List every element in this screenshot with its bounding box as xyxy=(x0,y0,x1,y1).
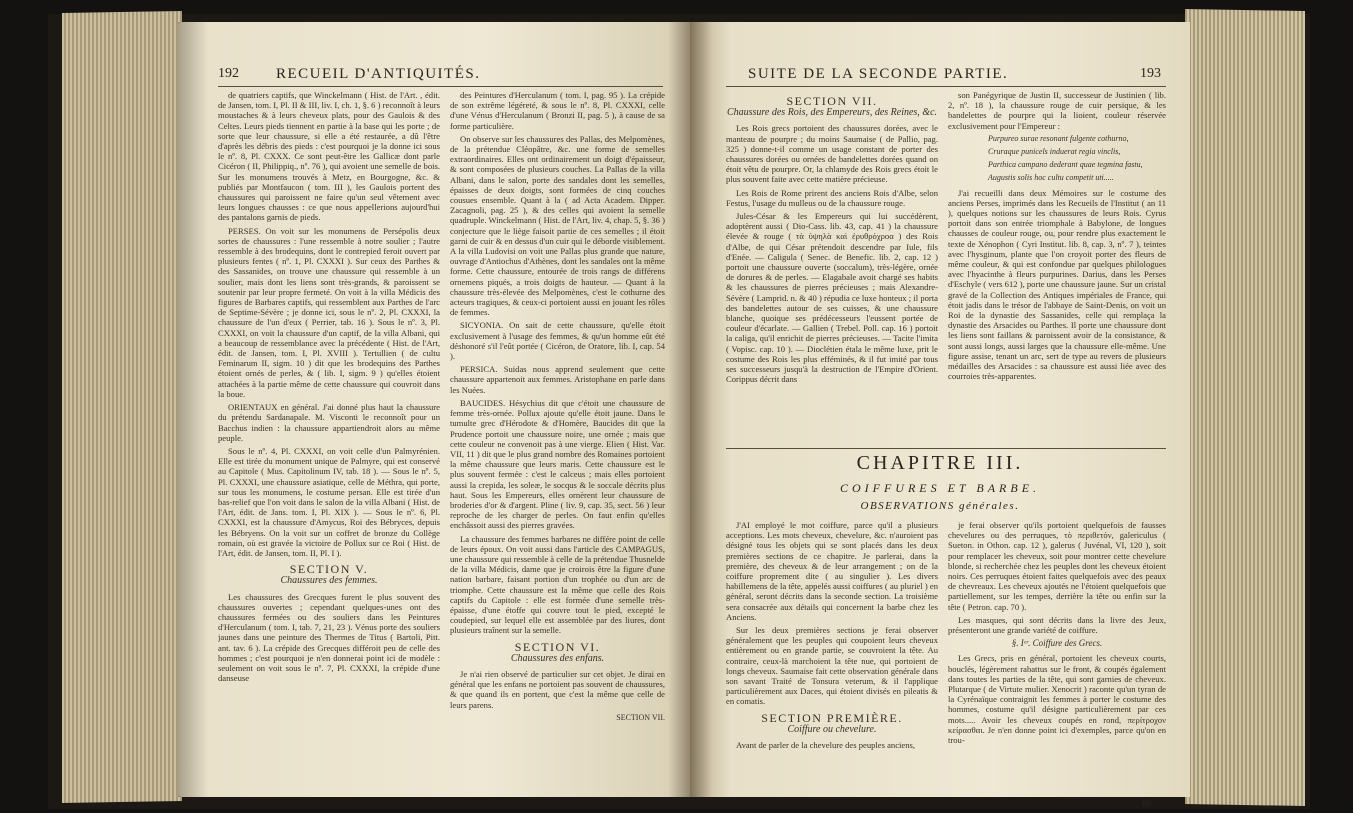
verse-line-4: Augustis solis hoc cultu competit uti..... xyxy=(988,173,1114,183)
left-col1-para-5: Les chaussures des Grecques furent le plus souvent des chaussures ouvertes ; cependant quelques-unes ont des chaussures fermées ou des souliers dans les Peintures d'Herculanum ( tom. I, tab. 7, 21, 23 ). Vénus porte des souliers jaunes dans une peinture des Thermes de Titus ( Bartoli, Pitt. ant. tav. 6 ). La crépide des Grecques différoit peu de celle des hommes ; c'est pourquoi je n'en donnerai point ici de modèle : seulement on voit sous le nº. 7, Pl. CXXXI, la crépide d'une danseuse xyxy=(218,591,440,684)
left-col1-para-1: de quatriers captifs, que Winckelmann ( Hist. de l'Art. , édit. de Jansen, tom. I, Pl. II & III, liv. I, ch. 1, §. 6 ) reconnoît à leurs moustaches & à leurs cheveux plats, pour des Gaulois & des Celtes. Leurs pieds tiennent en partie à la base qui les porte ; de sorte que leur chaussure, si elle a été restaurée, a dû l'être d'après les débris des pieds : c'est pourquoi je la donne ici sous le nº. 8, Pl. CXXX. Ce sont peut-être les Gallicæ dont parle Cicéron ( II, Philippiq., nº. 76 ), qui avoient une semelle de bois. Sur les monumens trouvés à Metz, en Bourgogne, &c. & publiés par Montfaucon ( tom. III ), les Gaulois portent des chaussures qui paroissent ne faire qu'un seul vêtement avec leurs longues chausses : ce que nous appellerions aujourd'hui des pantalons garnis de pieds. xyxy=(218,90,440,223)
right-running-head: SUITE DE LA SECONDE PARTIE. xyxy=(748,66,1009,82)
right-head-rule xyxy=(726,86,1166,87)
section-7-title: SECTION VII. xyxy=(786,94,878,108)
paragraph-1-title: §. Iᵉʳ. Coiffure des Grecs. xyxy=(1011,638,1103,649)
section-5-subtitle: Chaussures des femmes. xyxy=(280,575,378,587)
verse-line-1: Purpureo surae resonant fulgente cothurno, xyxy=(988,133,1129,143)
right-col2-para-1: son Panégyrique de Justin II, successeur de Justinien ( lib. 2, nº. 18 ), la chaussure rouge de cuir persique, & les bandelettes de pourpre qui la lioient, couleur réservée exclusivement pour l'Empereur : xyxy=(948,90,1166,131)
section-premiere-title: SECTION PREMIÈRE. xyxy=(761,710,903,725)
page-edges-right xyxy=(1185,9,1305,806)
right-col1-para-1: Les Rois grecs portoient des chaussures dorées, avec le manteau de pourpre ; du moins Saumaise ( de Pallio, pag. 325 ) donne-t-il comme un usage constant de porter des chaussures dorées ou ornées de bandelettes dorées quand on étoit vêtu de pourpre. Or, la chlamyde des Rois grecs étoit le plus souvent faite avec cette matière précieuse. xyxy=(726,123,938,185)
section-premiere-subtitle: Coiffure ou chevelure. xyxy=(787,723,877,735)
right-col3-para-2: Sur les deux premières sections je ferai observer généralement que les peuples qui coupoient leurs cheveux entièrement ou en grande partie, se couvroient la tête. Au contraire, ceux-là marchoient la tête nue, qui portoient de longs cheveux. Saumaise fait cette observation générale dans son savant Traité de Tonsura veterum, & il l'applique particulièrement aux Daces, qui étoient divisés en pileatis & en comatis. xyxy=(726,625,938,707)
left-column-1 xyxy=(218,90,440,790)
right-col4-para-1: je ferai observer qu'ils portoient quelquefois de fausses chevelures ou des perruques, τὸ περιθετόν, galericulus ( Sueton. in Othon. cap. 12 ), galerus ( Juvénal, VI, 120 ), soit pour remplacer les cheveux, soit pour montrer cette chevelure blonde, si recherchée chez les peuples dont les cheveux étoient noirs. Ces perruques étoient faites quelquefois avec des peaux de chevreaux. Les cheveux ajoutés ne l'étoient quelquefois que partiellement, sur les tempes, derrière la tête ou enfin sur la tête ( Petron. cap. 70 ). xyxy=(948,520,1166,612)
left-col2-para-2: On observe sur les chaussures des Pallas, des Melpomènes, de la prétendue Cléopâtre, &c. une forme de semelles extraordinaires. Elles ont ordinairement un doigt d'épaisseur, & sont composées de plusieurs couches. La Pallas de la villa Albani, dans le salon, porte des sandales dont les semelles, épaisses de deux doigts, sont formées de cinq couches cousues ensemble. Quant à la ( ad Acta Academ. Dipper. Zacagnoli, pag. 25 ), & des celles qui avoient la semelle quadruple. Winckelmann ( Hist. de l'Art, liv. 4, chap. 5, §. 36 ) conjecture que le liège faisoit partie de ces semelles ; il étoit garni de cuir & en dessus d'un cuir qui le déborde visiblement. A la villa Ludovisi on voit une Pallas plus grande que nature, ouvrage d'Antiochus d'Athènes, dont les sandales ont la même forme. Cette chaussure, entourée de trois rangs de différens ornemens piqués, a trois doigts de hauteur. — Quant à la chaussure très-élevée des Melpomènes, c'est le cothurne des acteurs tragiques, & ceux-ci portoient aussi en jouant les rôles de femmes. xyxy=(450,133,665,318)
right-column-2 xyxy=(948,90,1166,450)
left-head-rule xyxy=(218,86,663,87)
left-col2-para-3: SICYONIA. On sait de cette chaussure, qu'elle étoit exclusivement à l'usage des femmes, & qu'un homme eût été déshonoré s'il l'eût portée ( Cicéron, de Oratore, lib. I, cap. 54 ). xyxy=(450,320,665,362)
right-col1-para-2: Les Rois de Rome prirent des anciens Rois d'Albe, selon Festus, l'usage du mulleus ou de la chaussure rouge. xyxy=(726,187,938,208)
left-col1-para-3: ORIENTAUX en général. J'ai donné plus haut la chaussure du prétendu Sardanapale. M. Visconti le reconnoît pour un Bacchus indien : la chaussure appartiendroit alors au même peuple. xyxy=(218,402,440,443)
chapter-observations-heading: OBSERVATIONS générales. xyxy=(860,500,1020,512)
chapter-subtitle: COIFFURES ET BARBE. xyxy=(839,481,1041,495)
section-6-subtitle: Chaussures des enfans. xyxy=(510,652,605,664)
book-gutter xyxy=(668,22,712,797)
left-page-number: 192 xyxy=(218,66,239,81)
verse-line-2: Cruraque punicels induerat regia vinclis, xyxy=(988,147,1121,157)
right-column-3 xyxy=(726,520,938,792)
signature-mark: Bb xyxy=(1142,799,1152,808)
chapter-rule xyxy=(726,448,1166,449)
page-edges-left xyxy=(62,11,182,803)
right-col4-para-3: Les Grecs, pris en général, portoient les cheveux courts, bouclés, légèrement rabattus sur le front, & coupés également dans toutes les parties de la tête, qui sont garnies de cheveux. Plutarque ( de Virtute mulier. Xenocrit ) raconte qu'un tyran de la Cyrénaïque contraignit les femmes à porter le costume des hommes, costume qu'il désigne particulièrement par ces mots..... Avoir les cheveux coupés en rond, περίτροχον κείρασθαι. Je n'en donne point ici d'exemples, parce qu'on en trou- xyxy=(948,653,1166,746)
right-column-4 xyxy=(948,520,1166,800)
verse-line-3: Parthica campano dederant quae tegmina fastu, xyxy=(988,160,1143,170)
left-col1-para-2: PERSES. On voit sur les monumens de Persépolis deux sortes de chaussures : l'une ressemble à notre soulier ; l'autre ressemble à des brodequins, dont le contrepied feroit ouvert par plusieurs fentes ( nº. 1, Pl. CXXXI ). Sur ceux des Parthes & des Sassanides, on trouve une chaussure qui ressemble à un soulier, mais dont les liens sont très-grands, & paroissent se soutenir par leur propre fermeté. On voit à la villa Médicis des figures de Barbares captifs, qui ressemblent aux Parthes de l'arc de Septime-Sévère ; je donne ici, sous le nº. 2, Pl. CXXXI, la chaussure de l'un d'eux ( Perrier, tab. 16 ). Sous le nº. 3, Pl. CXXXI, on voit la chaussure d'un captif, de la villa Albani, qui a beaucoup de ressemblance avec la précédente ( Hist. de l'Art, édit. de Jansen, tom. I, Pl. XVIII ). Tertullien ( de cultu Feminarum II, sigm. 10 ) dit que les brodequins des Parthes étoient ornés de perles, & ( lib. I, sigm. 9 ) qu'elles étoient attachées à la partie même de cette chaussure qui couvroit dans la boue. xyxy=(218,225,440,399)
left-col2-para-6: La chaussure des femmes barbares ne différe point de celle de leurs époux. On voit aussi dans l'article des CAMPAGUS, une chaussure qui ressemble à celle de la prétendue Thusnelde de la villa Médicis, dame que je croirois être la figure d'une nation barbare, faisant portion d'un trophée ou d'un arc de triomphe. Cette chaussure est la même que celle des Rois captifs du Capitole : elle est formée d'une semelle très-épaisse, d'une étoffe qui couvre tout le pied, excepté le coudepied, sur lequel elle est assemblée par des liures, dont plusieurs traînent sur la semelle. xyxy=(450,533,665,636)
right-page-number: 193 xyxy=(1140,66,1161,81)
left-col2-para-5: BAUCIDES. Hésychius dit que c'étoit une chaussure de femme très-ornée. Pollux ajoute qu'elle étoit jaune. Dans le tumulte grec d'Hérodote & d'Homère, Baucides dit que la Prudence portoit une chaussure noire, une ornée ; mais que cette couleur ne convenoit pas à une vierge. Elien ( Hist. Var. VII, 11 ) dit que le plus grand nombre des Romaines portoient la même chaussure que leurs maris. Cette chaussure est le plus souvent fermée : c'est le calceus ; mais elles portoient aussi la crepida, les soleæ, le socqus & le soccale décrits plus haut. Sous les Empereurs, elles ornèrent leur chaussure de broderies d'or & d'argent. Pline ( liv. 9, cap. 35, sect. 56 ) leur reproche de les charger de perles. On faut enfin qu'elles enchâssoit aussi des pierres gravées. xyxy=(450,397,665,531)
section-6-title: SECTION VI. xyxy=(514,639,601,654)
left-running-head: RECUEIL D'ANTIQUITÉS. xyxy=(276,66,481,82)
section-5-title: SECTION V. xyxy=(289,562,369,577)
left-col1-para-4: Sous le nº. 4, Pl. CXXXI, on voit celle d'un Palmyrénien. Elle est tirée du monument unique de Palmyre, qui est conservé au Capitole ( Mus. Capitolinum IV, tab. 18 ). — Sous le nº. 5, Pl. CXXXI, une chaussure asiatique, celle de Méthra, qui porte, sur tous les monumens, le costume persan. Elle est tirée d'un bas-relief que l'on voit dans le salon de la villa Albani ( Hist. de l'Art, édit. de Jans. tom. I, Pl. XIX ). — Sous le nº. 6, Pl. CXXXI, est la chaussure d'Amycus, Roi des Bébryces, depuis les Bébryens. On la voit sur un coffret de bronze du Collège romain, où est gravée la victoire de Pollux sur ce Roi ( Hist. de l'Art, édit. de Jansen, tom. II, Pl. I ). xyxy=(218,445,440,558)
right-col3-para-3: Avant de parler de la chevelure des peuples anciens, xyxy=(736,740,916,751)
chapter-title: CHAPITRE III. xyxy=(856,452,1024,474)
left-page-shadow xyxy=(178,22,208,797)
catchword: SECTION VII. xyxy=(616,712,665,722)
right-col2-para-2: J'ai recueilli dans deux Mémoires sur le costume des anciens Perses, imprimés dans les Recueils de l'Institut ( an 11 ), quelques notions sur les chaussures de leurs Rois. Cyrus portoit dans son entrée triomphale à Babylone, de longues chausses de couleur rouge, ou, pour rendre plus exactement le texte de Xénophon ( Cyri Institut. lib. 8, cap. 3, nº. 7 ), teintes avec l'hysginum, plante que l'on croyoit porter des fleurs de même couleur, & qui est confondue par quelques philologues avec l'hyacinthe à fleurs purpurines. Darius, dans les Perses d'Eschyle ( vers 612 ), porte une chaussure jaune. Sur un cristal gravé de la Collection des Antiques impériales de France, qui étoit jadis dans le trésor de l'abbaye de Saint-Denis, on voit un Roi de la dynastie des Sassanides, celle qui remplaça la dynastie des Arsacides ou Parthes. Il porte une chaussure dont les liens sont faillans & paroissent avoir de la consistance, & sont aussi longs, aussi larges que la chaussure elle-même. Une figure assise, tenant un arc, sert de type au revers de plusieurs médailles des Arsacides : sa chaussure est aussi liée avec des courroies très-apparentes. xyxy=(948,187,1166,382)
section-7-subtitle: Chaussure des Rois, des Empereurs, des Reines, &c. xyxy=(726,107,938,119)
right-column-1 xyxy=(726,90,938,450)
right-col4-para-2: Les masques, qui sont décrits dans la livre des Jeux, présenteront une grande variété de coiffure. xyxy=(948,614,1166,636)
left-column-2 xyxy=(450,90,665,790)
left-col2-para-1: des Peintures d'Herculanum ( tom. I, pag. 95 ). La crépide de son extrême légéreté, & sous le nº. 8, Pl. CXXXI, celle d'une Vénus d'Herculanum ( Bronzi II, pag. 5 ), à cause de sa forme particulière. xyxy=(450,90,665,131)
left-col2-para-7: Je n'ai rien observé de particulier sur cet objet. Je dirai en général que les enfans ne portoient pas souvent de chaussures, & que quand ils en portent, que c'est la même que celle de leurs parens. xyxy=(450,668,665,710)
left-col2-para-4: PERSICA. Suidas nous apprend seulement que cette chaussure appartenoit aux femmes. Aristophane en parle dans les Nuées. xyxy=(450,364,665,395)
right-col3-para-1: J'AI employé le mot coiffure, parce qu'il a plusieurs acceptions. Les mots cheveux, chevelure, &c. n'auroient pas désigné tous les objets qui se sont placés dans les deux premières sections de ce chapitre. Je parlerai, dans la première, des cheveux & de leur arrangement ; on de la coiffure proprement dite ( au singulier ). Les divers habillemens de la tête, appelés aussi coiffures ( au pluriel ) en général, seront décrits dans la seconde section. La troisième sera consacrée aux détails qui concernent la barbe chez les Anciens. xyxy=(726,520,938,622)
right-col1-para-3: Jules-César & les Empereurs qui lui succédèrent, adoptèrent aussi ( Dio-Cass. lib. 43, cap. 41 ) la chaussure élevée & rouge ( τὰ ὑψηλὰ καὶ ἐρυθρόχροα ) des Rois d'Albe, de qui César prétendoit descendre par Iule, fils d'Enée. — Caligula ( Senec. de Benefic. lib. 2, cap. 12 ) portoit une chaussure ouverte (soccalum), très-légère, ornée de dorures & de perles. — Elagabale avoit chargé ses habits & les chaussures de pierres précieuses ; mais Alexandre-Sévère ( Lamprid. n. & 40 ) répudia ce luxe honteux ; il porta des bandelettes autour de ses cuisses, & une chaussure blanche, quoique ses prédécesseurs l'eussent portée de couleur d'écarlate. — Gallien ( Trebel. Poll. cap. 16 ) portoit la caliga, qu'il enrichit de pierres précieuses. — Tacite l'imita ( Vopisc. cap. 10 ). — Dioclétien étala le même luxe, prit le costume des Rois les plus efféminés, & il fut imité par tous ses successeurs jusqu'à la destruction de l'Empire d'Orient. Corippus décrit dans xyxy=(726,211,938,385)
